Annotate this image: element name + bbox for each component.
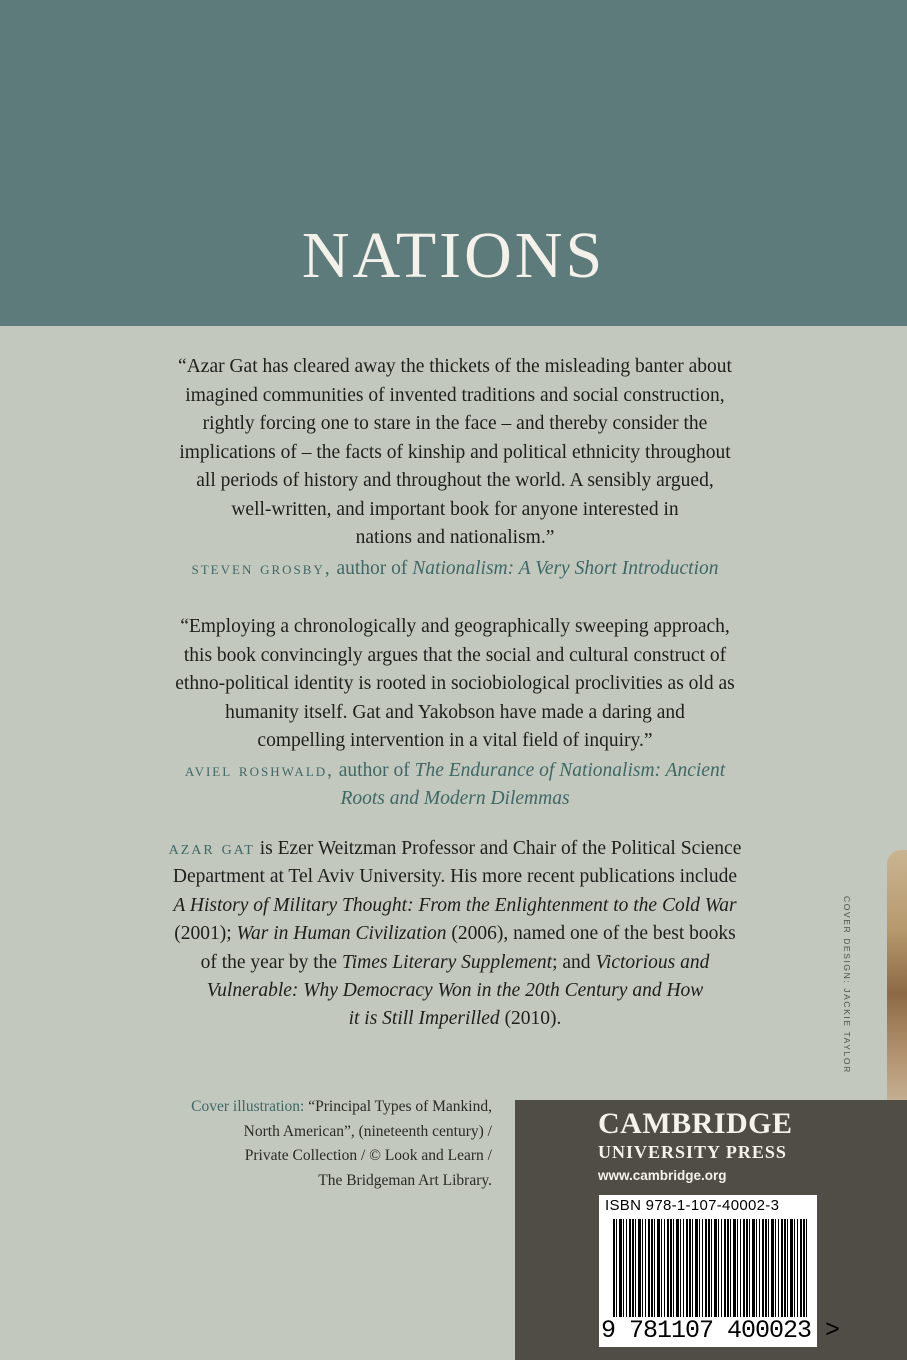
barcode-bars bbox=[613, 1219, 809, 1317]
credit-text: “Principal Types of Mankind, bbox=[304, 1098, 492, 1115]
quote-line: this book convincingly argues that the social and cultural construct of bbox=[183, 644, 727, 666]
credit-label: Cover illustration: bbox=[191, 1098, 305, 1115]
author-bio bbox=[130, 835, 780, 1034]
credit-text: The Bridgeman Art Library. bbox=[318, 1171, 492, 1189]
quote-line: “Employing a chronologically and geographically sweeping approach, bbox=[180, 616, 730, 637]
isbn-barcode bbox=[599, 1195, 840, 1347]
publisher-subtitle: UNIVERSITY PRESS bbox=[598, 1142, 787, 1162]
bio-book-title: it is Still Imperilled bbox=[348, 1008, 500, 1030]
attribution-book: Nationalism: A Very Short Introduction bbox=[412, 558, 719, 579]
attribution-book-cont: Roots and Modern Dilemmas bbox=[340, 788, 570, 809]
attribution-prefix: author of bbox=[338, 760, 410, 781]
author-name: azar gat bbox=[168, 838, 255, 859]
attribution-author: steven grosby, bbox=[191, 558, 332, 579]
quote-attribution-grosby bbox=[110, 555, 800, 583]
publisher-website: www.cambridge.org bbox=[598, 1168, 727, 1183]
attribution-book: The Endurance of Nationalism: Ancient bbox=[414, 760, 726, 781]
bio-book-title: Vulnerable: Why Democracy Won in the 20th Century and How bbox=[206, 980, 704, 1002]
quote-line: all periods of history and throughout the world. A sensibly argued, bbox=[196, 470, 714, 491]
cover-design-credit: COVER DESIGN: JACKIE TAYLOR bbox=[842, 896, 852, 1074]
quote-line: nations and nationalism.” bbox=[355, 527, 555, 548]
cover-illustration-fragment bbox=[887, 850, 907, 1110]
quote-line: ethno-political identity is rooted in sociobiological proclivities as old as bbox=[175, 673, 735, 694]
bio-text: (2010). bbox=[499, 1008, 562, 1030]
book-title: NATIONS bbox=[301, 219, 606, 292]
credit-text: Private Collection / © Look and Learn / bbox=[244, 1147, 492, 1164]
barcode-digits: 9 781107 400023 > bbox=[601, 1316, 840, 1345]
quote-line: implications of – the facts of kinship and political ethnicity throughout bbox=[179, 441, 731, 463]
publisher-block bbox=[515, 1100, 907, 1360]
bio-text: of the year by the bbox=[200, 951, 342, 973]
bio-text: Department at Tel Aviv University. His more recent publications include bbox=[172, 866, 738, 888]
attribution-prefix: author of bbox=[336, 558, 408, 579]
bio-text: (2001); bbox=[174, 923, 237, 945]
endorsement-quote-roshwald bbox=[110, 613, 800, 756]
quote-line: “Azar Gat has cleared away the thickets of the misleading banter about bbox=[178, 356, 732, 377]
cover-illustration-credit bbox=[120, 1095, 492, 1193]
bio-book-title: War in Human Civilization bbox=[236, 923, 447, 945]
attribution-author: aviel roshwald, bbox=[184, 760, 334, 781]
publisher-name: CAMBRIDGE bbox=[598, 1107, 793, 1140]
bio-book-title: Times Literary Supplement bbox=[341, 951, 553, 973]
quote-attribution-roshwald bbox=[110, 757, 800, 813]
bio-text: ; and bbox=[552, 951, 596, 973]
quote-line: rightly forcing one to stare in the face – and thereby consider the bbox=[202, 413, 708, 434]
quote-line: well-written, and important book for anyone interested in bbox=[231, 498, 679, 520]
bio-text: (2006), named one of the best books bbox=[446, 923, 736, 945]
bio-book-title: A History of Military Thought: From the Enlightenment to the Cold War bbox=[173, 894, 737, 916]
bio-book-title: Victorious and bbox=[595, 951, 710, 973]
isbn-text: ISBN 978-1-107-40002-3 bbox=[605, 1197, 780, 1214]
quote-line: compelling intervention in a vital field of inquiry.” bbox=[257, 730, 653, 751]
endorsement-quote-grosby bbox=[110, 353, 800, 553]
quote-line: humanity itself. Gat and Yakobson have made a daring and bbox=[225, 701, 685, 723]
quote-line: imagined communities of invented traditions and social construction, bbox=[185, 384, 725, 406]
credit-text: North American”, (nineteenth century) / bbox=[243, 1122, 492, 1140]
bio-text: is Ezer Weitzman Professor and Chair of the Political Science bbox=[254, 838, 742, 859]
